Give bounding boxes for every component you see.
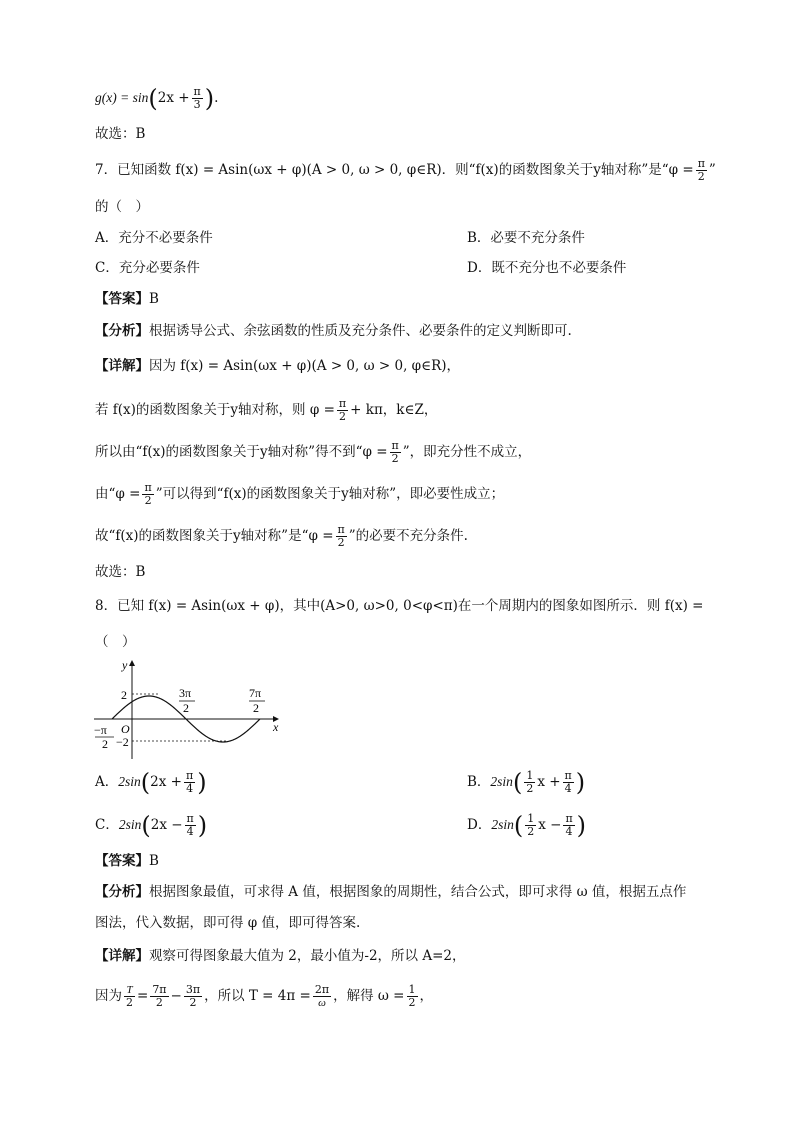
fraction: $\frac{\pi}{3}$ [193, 85, 201, 111]
text: x + [537, 774, 561, 790]
fraction: $\frac{\pi}{4}$ [185, 769, 194, 795]
question-7-options-row2 [95, 258, 627, 278]
tick-3pi-num: 3π [179, 686, 192, 700]
fraction: $\frac{\pi}{2}$ [337, 523, 345, 549]
analysis-tag: 【分析】 [95, 884, 149, 900]
g-function-arg: 2x + [157, 90, 190, 106]
text: D． [467, 817, 492, 833]
text: ，所以 T = 4π = [204, 988, 311, 1004]
quote-close: ” [708, 162, 716, 178]
detail-line-7 [95, 984, 433, 1009]
question-7-text: 7．已知函数 f(x) = Asin(ωx + φ)(A > 0, ω > 0, φ∈R)．则“f(x)的函数图象关于y轴对称”是“φ = [95, 162, 694, 178]
tick-7pi-den: 2 [253, 701, 259, 715]
question-8-options-row1 [95, 768, 586, 797]
answer-tag: 【答案】 [95, 291, 149, 307]
fraction: $\frac{\pi}{4}$ [564, 769, 572, 795]
text: ”，即充分性不成立， [402, 444, 532, 460]
text: ) [575, 768, 586, 797]
answer-value: B [149, 853, 159, 869]
analysis-text: 根据诱导公式、余弦函数的性质及充分条件、必要条件的定义判断即可. [149, 323, 572, 339]
answer-line [95, 289, 159, 309]
sine-graph [90, 655, 290, 763]
answer-line-2 [95, 851, 159, 871]
fraction: $\frac{T}{2}$ [126, 984, 133, 1009]
text: x − [538, 817, 562, 833]
text: B． [467, 774, 491, 790]
option-a: A．充分不必要条件 [95, 230, 213, 246]
question-8-stem: 8．已知 f(x) = Asin(ωx + φ)，其中(A>0, ω>0, 0<φ<π)在一个周期内的图象如图所示．则 f(x) = [95, 598, 704, 614]
fraction: $\frac{\pi}{2}$ [391, 439, 399, 465]
answer-tag: 【答案】 [95, 853, 149, 869]
fraction: $\frac{\pi}{2}$ [144, 481, 152, 507]
option-c [95, 811, 208, 840]
paren-close: ) [204, 84, 215, 113]
text: ”的必要不充分条件. [348, 528, 468, 544]
question-7-options-row1 [95, 228, 585, 248]
option-d: D．既不充分也不必要条件 [467, 260, 627, 276]
detail-tag: 【详解】 [95, 948, 149, 964]
text: 因为 [95, 988, 122, 1004]
analysis-line [95, 321, 572, 341]
analysis-text: 根据图象最值，可求得 A 值，根据图象的周期性，结合公式，即可求得 ω 值，根据五点作 [149, 884, 687, 900]
fraction: $\frac{3\pi}{2}$ [185, 983, 201, 1009]
fraction: $\frac{\pi}{4}$ [186, 812, 194, 838]
text: 2sin [490, 774, 513, 789]
y-max-label: 2 [121, 688, 127, 702]
text: − [170, 988, 182, 1004]
answer-value: B [149, 291, 159, 307]
fraction: $\frac{\pi}{2}$ [338, 397, 347, 423]
period: . [214, 90, 219, 106]
x-axis-label: x [273, 720, 279, 734]
fraction: $\frac{1}{2}$ [526, 769, 534, 795]
text: 所以由“f(x)的函数图象关于y轴对称”得不到“φ = [95, 444, 388, 460]
answer-choice-line-2: 故选：B [95, 564, 146, 580]
detail-line-2 [95, 398, 437, 423]
text: 故“f(x)的函数图象关于y轴对称”是“φ = [95, 528, 334, 544]
text: ，解得 ω = [333, 988, 405, 1004]
text: ( [140, 768, 151, 797]
detail-line-6 [95, 946, 465, 966]
text: A． [95, 774, 119, 790]
fraction: $\frac{1}{2}$ [527, 812, 535, 838]
text: 2sin [118, 774, 141, 789]
option-c: C．充分必要条件 [95, 260, 200, 276]
line-g-function [95, 86, 218, 111]
option-d [467, 813, 586, 838]
detail-text: 因为 f(x) = Asin(ωx + φ)(A > 0, ω > 0, φ∈R)， [149, 358, 461, 374]
tick-7pi-num: 7π [249, 686, 262, 700]
option-a [95, 768, 207, 797]
text: C． [95, 817, 119, 833]
detail-tag: 【详解】 [95, 358, 149, 374]
text: ”可以得到“f(x)的函数图象关于y轴对称”，即必要性成立； [155, 486, 505, 502]
analysis-line-2 [95, 882, 686, 902]
option-b [467, 770, 585, 795]
analysis-tag: 【分析】 [95, 323, 149, 339]
analysis-line-2-cont: 图法，代入数据，即可得 φ 值，即可得答案. [95, 915, 361, 931]
tick-3pi-den: 2 [183, 701, 189, 715]
text: ) [197, 768, 207, 797]
question-8-options-row2 [95, 811, 587, 840]
detail-line-4 [95, 482, 504, 507]
detail-line-3 [95, 440, 531, 465]
option-b: B．必要不充分条件 [467, 230, 585, 246]
text: ) [197, 811, 208, 840]
question-8-stem-cont: （ ） [95, 634, 136, 650]
fraction: $\frac{2\pi}{\omega}$ [314, 983, 330, 1009]
text: ( [512, 768, 523, 797]
fraction: $\frac{\pi}{2}$ [697, 157, 705, 183]
detail-line-5 [95, 524, 468, 549]
y-min-label: −2 [116, 735, 129, 749]
g-function-text: g(x) = sin [95, 90, 149, 105]
text: ( [513, 811, 524, 840]
text: 2x + [150, 774, 182, 790]
tick-negpi-den: 2 [102, 737, 108, 751]
paren-open: ( [148, 84, 158, 113]
tick-negpi-num: −π [94, 723, 107, 737]
detail-line [95, 356, 460, 376]
origin-label: O [121, 722, 130, 736]
text: 由“φ = [95, 486, 141, 502]
answer-choice-line: 故选：B [95, 126, 146, 142]
question-7-stem [95, 158, 716, 183]
text: 2x − [150, 817, 183, 833]
detail-text: 观察可得图象最大值为 2，最小值为-2，所以 A=2， [149, 948, 466, 964]
text: 2sin [491, 817, 514, 832]
fraction: $\frac{7\pi}{2}$ [152, 983, 167, 1009]
text: 2sin [118, 817, 142, 832]
text: + kπ，k∈Z， [350, 402, 438, 418]
y-axis-label: y [122, 658, 128, 672]
text: 若 f(x)的函数图象关于y轴对称，则 φ = [95, 402, 335, 418]
fraction: $\frac{1}{2}$ [408, 983, 416, 1009]
text: ， [419, 988, 433, 1004]
text: ( [141, 811, 151, 840]
text: = [137, 988, 149, 1004]
question-7-stem-cont: 的（ ） [95, 199, 149, 215]
fraction: $\frac{\pi}{4}$ [565, 812, 573, 838]
text: ) [576, 811, 587, 840]
